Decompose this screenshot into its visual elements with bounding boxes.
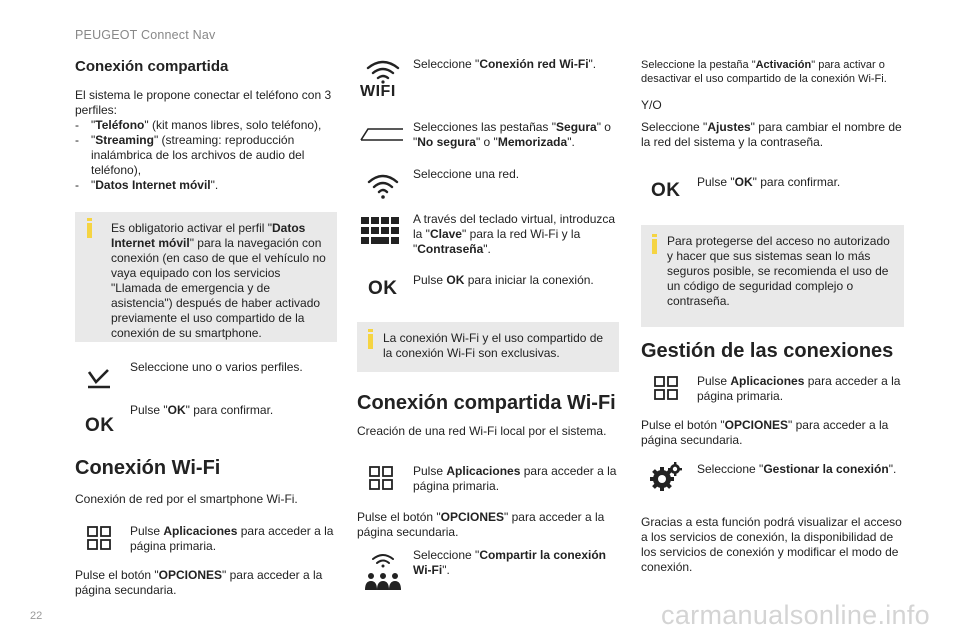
section-title-connection-management: Gestión de las conexiones <box>641 340 894 362</box>
apps-grid-icon <box>369 466 393 490</box>
info-note <box>75 212 337 342</box>
info-icon <box>87 223 92 238</box>
or-label: Y/O <box>641 98 662 112</box>
keyboard-icon <box>361 217 401 245</box>
step-keyboard: A través del teclado virtual, introduzca la "Clave" para la red Wi-Fi y la "Contraseña". <box>413 212 616 256</box>
info-note <box>641 225 904 327</box>
section-title-wifi-sharing: Conexión compartida Wi-Fi <box>357 392 616 414</box>
step-select-wifi-network: Seleccione "Conexión red Wi-Fi". <box>413 57 597 71</box>
wifi-icon <box>360 58 406 101</box>
step-confirm: Pulse "OK" para confirmar. <box>697 175 841 189</box>
step-options: Pulse el botón "OPCIONES" para acceder a la página secundaria. <box>641 418 889 447</box>
info-icon <box>368 334 373 349</box>
profile-list <box>75 118 337 193</box>
watermark: carmanualsonline.info <box>661 600 930 630</box>
step-activation-tab: Seleccione la pestaña "Activación" para activar o desactivar el uso compartido de la conexión Wi-Fi. <box>641 59 887 85</box>
step-settings: Seleccione "Ajustes" para cambiar el nombre de la red del sistema y la contraseña. <box>641 120 902 149</box>
step-apps: Pulse Aplicaciones para acceder a la página primaria. <box>413 464 617 493</box>
ok-icon: OK <box>651 180 681 201</box>
wifi-intro: Conexión de red por el smartphone Wi-Fi. <box>75 492 298 506</box>
note-text: Es obligatorio activar el perfil "Datos Internet móvil" para la navegación con conexión (en caso de que el vehículo no vaya equipado con los servicios "Llamada de emergencia y de asistencia") después de haber activado previamente el uso compartido de la conexión de su smartphone. <box>111 221 326 340</box>
ok-icon: OK <box>368 278 398 299</box>
wifi-signal-icon <box>367 172 399 200</box>
info-note <box>357 322 619 372</box>
sharing-intro: Creación de una red Wi-Fi local por el sistema. <box>357 424 607 438</box>
list-item: - "Datos Internet móvil". <box>75 178 337 193</box>
shared-intro: El sistema le propone conectar el teléfono con 3 perfiles: <box>75 88 332 117</box>
ok-icon: OK <box>85 415 115 436</box>
step-share-wifi: Seleccione "Compartir la conexión Wi-Fi". <box>413 548 607 577</box>
step-manage-connection: Seleccione "Gestionar la conexión". <box>697 462 897 476</box>
list-item: - "Teléfono" (kit manos libres, solo teléfono), <box>75 118 337 133</box>
apps-grid-icon <box>654 376 678 400</box>
running-header: PEUGEOT Connect Nav <box>75 28 216 42</box>
step-apps: Pulse Aplicaciones para acceder a la página primaria. <box>697 374 901 403</box>
step-tabs: Selecciones las pestañas "Segura" o "No segura" o "Memorizada". <box>413 120 611 149</box>
final-paragraph: Gracias a esta función podrá visualizar el acceso a los servicios de conexión, la disponibilidad de los servicios de conexión y modificar el modo de conexión. <box>641 515 902 574</box>
share-wifi-users-icon <box>363 551 403 591</box>
info-icon <box>652 239 657 254</box>
note-text: La conexión Wi-Fi y el uso compartido de la conexión Wi-Fi son exclusivas. <box>383 331 604 360</box>
list-item: - "Streaming" (streaming: reproducción inalámbrica de los archivos de audio del teléfono), <box>75 133 337 178</box>
page-number: 22 <box>30 610 43 622</box>
step-connect: Pulse OK para iniciar la conexión. <box>413 273 594 287</box>
wifi-icon-label: WIFI <box>360 83 396 100</box>
tab-slant-icon <box>360 123 404 141</box>
step-apps: Pulse Aplicaciones para acceder a la página primaria. <box>130 524 334 553</box>
section-title-shared-connection: Conexión compartida <box>75 58 229 75</box>
note-text: Para protegerse del acceso no autorizado y hacer que sus sistemas sean lo más seguros posible, se recomienda el uso de un código de seguridad complejo o contraseña. <box>667 234 890 308</box>
step-options: Pulse el botón "OPCIONES" para acceder a la página secundaria. <box>357 510 605 539</box>
gears-icon <box>649 461 683 493</box>
edit-check-icon <box>86 368 112 390</box>
step-confirm: Pulse "OK" para confirmar. <box>130 403 274 417</box>
step-select-profiles: Seleccione uno o varios perfiles. <box>130 360 303 374</box>
apps-grid-icon <box>87 526 111 550</box>
step-select-network: Seleccione una red. <box>413 167 520 181</box>
section-title-wifi: Conexión Wi-Fi <box>75 457 221 479</box>
step-options: Pulse el botón "OPCIONES" para acceder a la página secundaria. <box>75 568 323 597</box>
